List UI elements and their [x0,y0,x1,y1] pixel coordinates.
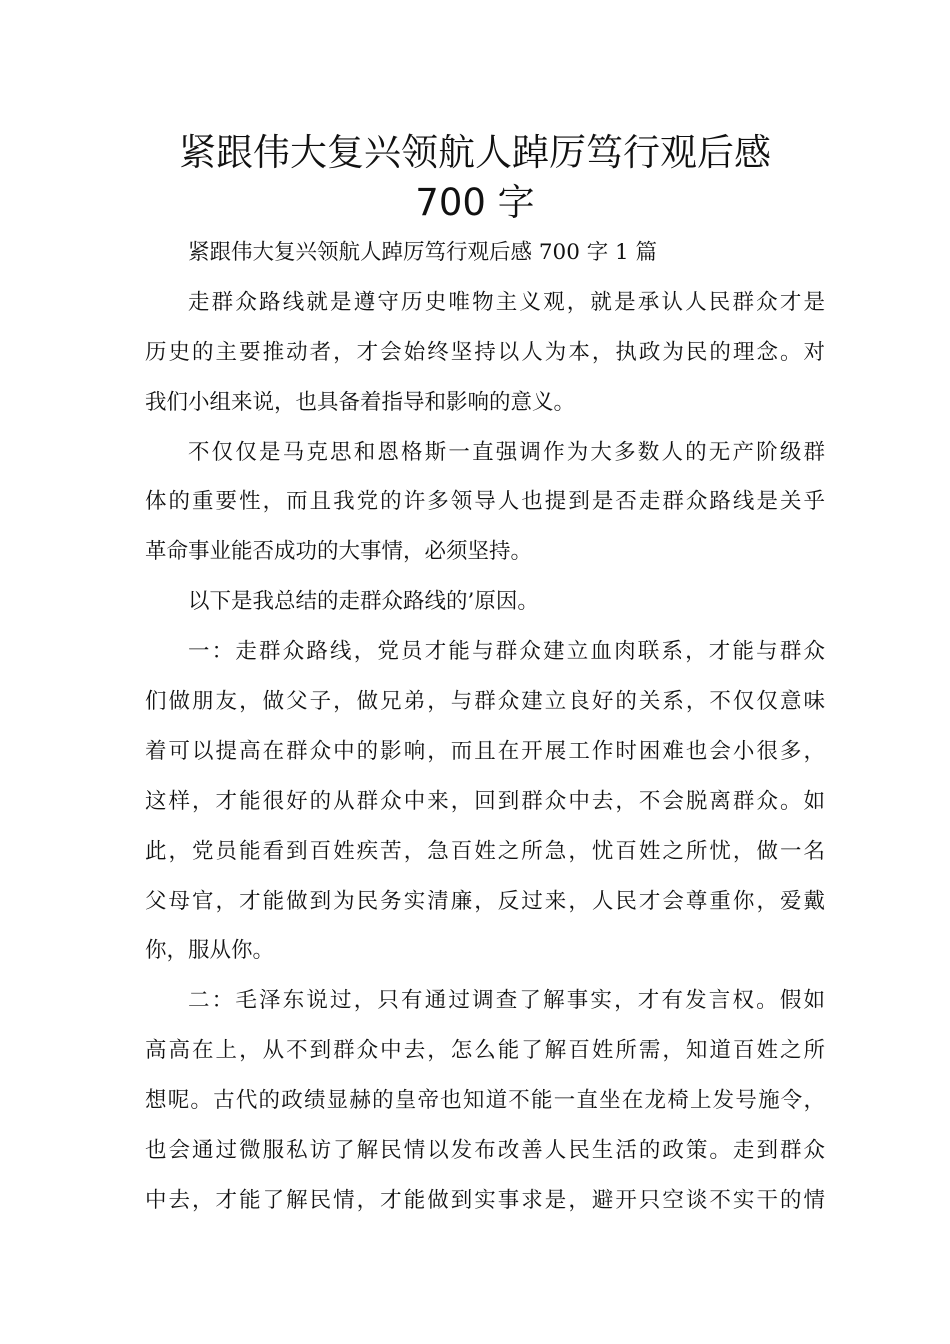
body-text-line: 历史的主要推动者，才会始终坚持以人为本，执政为民的理念。对 [145,339,825,365]
body-text-line: 革命事业能否成功的大事情，必须坚持。 [145,539,533,565]
body-text-line: 们做朋友，做父子，做兄弟，与群众建立良好的关系，不仅仅意味 [145,689,825,715]
body-text-line: 父母官，才能做到为民务实清廉，反过来，人民才会尊重你，爱戴 [145,888,825,914]
body-text-line: 我们小组来说，也具备着指导和影响的意义。 [145,389,576,415]
document-title-line-2: 700 字 [415,181,535,224]
body-text-line: 以下是我总结的走群众路线的’原因。 [188,589,539,615]
body-text-line: 这样，才能很好的从群众中来，回到群众中去，不会脱离群众。如 [145,788,825,814]
body-text-line: 想呢。古代的政绩显赫的皇帝也知道不能一直坐在龙椅上发号施令， [145,1088,825,1114]
body-text-line: 高高在上，从不到群众中去，怎么能了解百姓所需，知道百姓之所 [145,1038,825,1064]
body-text-line: 不仅仅是马克思和恩格斯一直强调作为大多数人的无产阶级群 [188,439,825,465]
body-text-line: 此，党员能看到百姓疾苦，急百姓之所急，忧百姓之所忧，做一名 [145,838,825,864]
body-text-line: 着可以提高在群众中的影响，而且在开展工作时困难也会小很多， [145,738,825,764]
document-title-line-1: 紧跟伟大复兴领航人踔厉笃行观后感 [179,131,771,174]
body-text-line: 紧跟伟大复兴领航人踔厉笃行观后感 700 字 1 篇 [188,240,658,265]
document-body [145,228,825,1226]
body-text-line: 中去，才能了解民情，才能做到实事求是，避开只空谈不实干的情 [145,1187,825,1213]
body-text-line: 一：走群众路线，党员才能与群众建立血肉联系，才能与群众 [188,639,825,665]
body-text-line: 你，服从你。 [145,938,275,964]
body-text-line: 也会通过微服私访了解民情以发布改善人民生活的政策。走到群众 [145,1138,825,1164]
body-text-line: 走群众路线就是遵守历史唯物主义观，就是承认人民群众才是 [188,289,825,315]
body-text-line: 二：毛泽东说过，只有通过调查了解事实，才有发言权。假如 [188,988,825,1014]
body-text-line: 体的重要性，而且我党的许多领导人也提到是否走群众路线是关乎 [145,489,825,515]
